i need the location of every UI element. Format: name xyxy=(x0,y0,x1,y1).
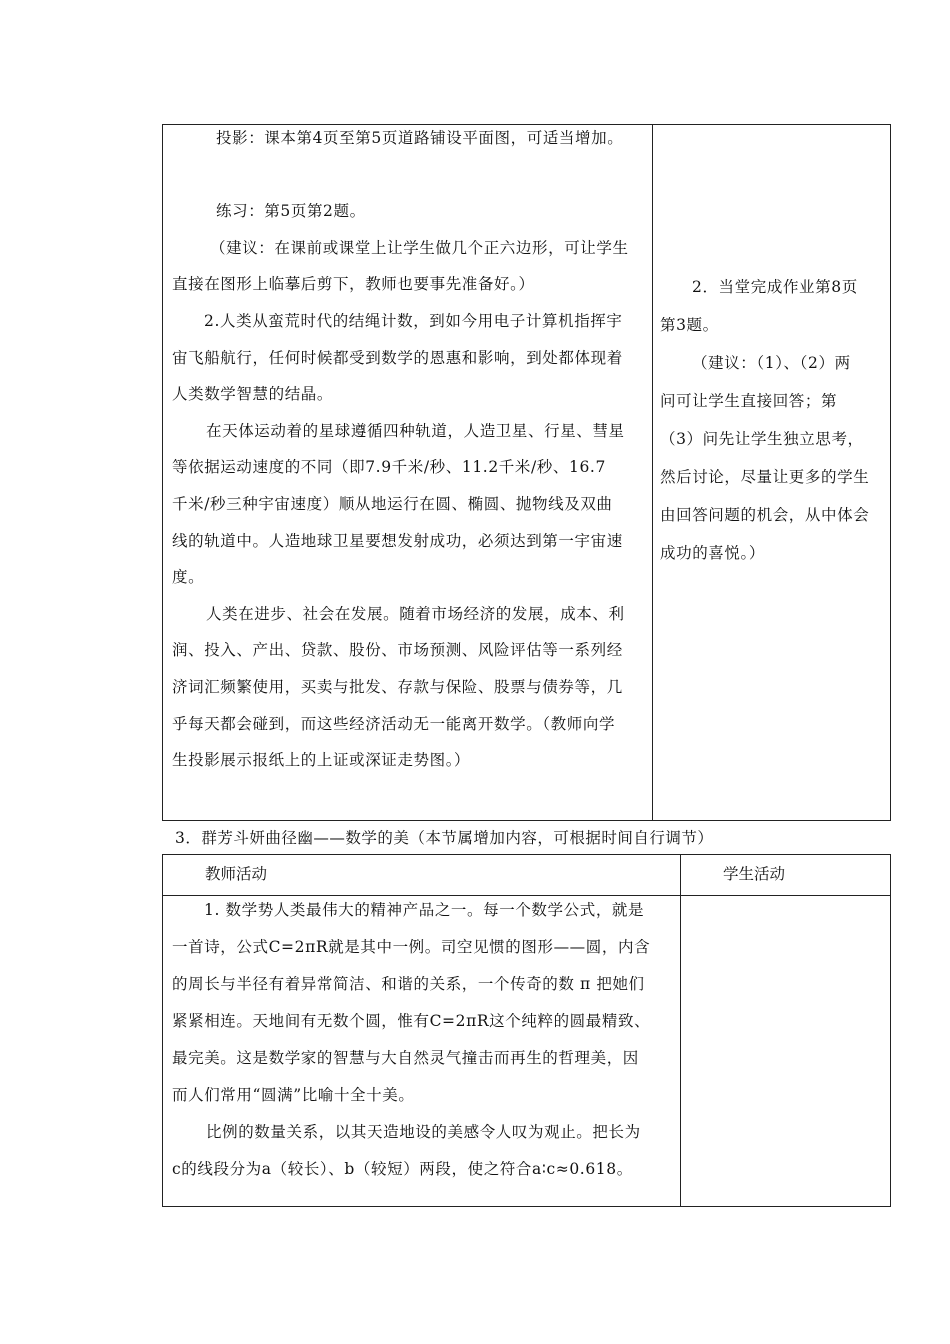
text-line: 由回答问题的机会，从中体会 xyxy=(660,506,870,524)
text-line: （建议：（1）、（2）两 xyxy=(692,354,851,372)
section-heading: 3．群芳斗妍曲径幽——数学的美（本节属增加内容，可根据时间自行调节） xyxy=(175,829,714,847)
text-line: 的周长与半径有着异常简洁、和谐的关系，一个传奇的数 π 把她们 xyxy=(172,975,645,993)
text-line: 等依据运动速度的不同（即7.9千米/秒、11.2千米/秒、16.7 xyxy=(172,458,606,477)
text-line: 1. 数学势人类最伟大的精神产品之一。每一个数学公式，就是 xyxy=(204,901,645,919)
text-line: （3）问先让学生独立思考， xyxy=(660,430,864,448)
text-line: 而人们常用“圆满”比喻十全十美。 xyxy=(172,1086,415,1104)
text-line: 练习：第5页第2题。 xyxy=(216,202,366,221)
text-line: 济词汇频繁使用，买卖与批发、存款与保险、股票与债券等，几 xyxy=(172,677,623,696)
header-student-activity: 学生活动 xyxy=(723,865,786,883)
text-line: 问可让学生直接回答；第 xyxy=(660,392,838,410)
text-line: 千米/秒三种宇宙速度）顺从地运行在圆、椭圆、抛物线及双曲 xyxy=(172,494,613,513)
text-line: 最完美。这是数学家的智慧与大自然灵气撞击而再生的哲理美，因 xyxy=(172,1049,639,1067)
table-1-column-divider xyxy=(652,124,653,821)
header-teacher-activity: 教师活动 xyxy=(205,865,268,883)
text-line: 人类数学智慧的结晶。 xyxy=(172,385,334,404)
table-2-teacher-cell xyxy=(172,892,677,1188)
text-line: 宙飞船航行，任何时候都受到数学的恩惠和影响，到处都体现着 xyxy=(172,348,623,367)
table-1-teacher-cell xyxy=(172,120,648,779)
text-line: （建议：在课前或课堂上让学生做几个正六边形，可让学生 xyxy=(210,238,629,257)
text-line: c的线段分为a（较长）、b（较短）两段，使之符合a∶c≈0.618。 xyxy=(172,1160,633,1178)
text-line: 投影：课本第4页至第5页道路铺设平面图，可适当增加。 xyxy=(216,129,624,147)
table-2-column-divider xyxy=(680,854,681,1207)
text-line: 然后讨论，尽量让更多的学生 xyxy=(660,468,870,486)
text-line: 线的轨道中。人造地球卫星要想发射成功，必须达到第一宇宙速 xyxy=(172,531,623,550)
text-line: 紧紧相连。天地间有无数个圆，惟有C=2πR这个纯粹的圆最精致、 xyxy=(172,1012,651,1030)
text-line: 一首诗，公式C=2πR就是其中一例。司空见惯的图形——圆，内含 xyxy=(172,938,651,956)
text-line: 乎每天都会碰到，而这些经济活动无一能离开数学。（教师向学 xyxy=(172,714,616,733)
text-line: 2．当堂完成作业第8页 xyxy=(692,278,858,296)
text-line: 生投影展示报纸上的上证或深证走势图。） xyxy=(172,751,471,770)
text-line: 第3题。 xyxy=(660,316,719,334)
text-line: 人类在进步、社会在发展。随着市场经济的发展，成本、利 xyxy=(206,604,625,623)
text-line: 成功的喜悦。） xyxy=(660,544,765,562)
text-line: 度。 xyxy=(172,568,205,587)
blank-line xyxy=(172,157,648,194)
table-1-student-cell xyxy=(660,268,888,572)
text-line: 2.人类从蛮荒时代的结绳计数，到如今用电子计算机指挥宇 xyxy=(204,311,623,330)
text-line: 在天体运动着的星球遵循四种轨道，人造卫星、行星、彗星 xyxy=(206,421,625,440)
text-line: 直接在图形上临摹后剪下，教师也要事先准备好。） xyxy=(172,275,535,294)
text-line: 润、投入、产出、贷款、股份、市场预测、风险评估等一系列经 xyxy=(172,641,623,660)
text-line: 比例的数量关系，以其天造地设的美感令人叹为观止。把长为 xyxy=(206,1123,641,1141)
